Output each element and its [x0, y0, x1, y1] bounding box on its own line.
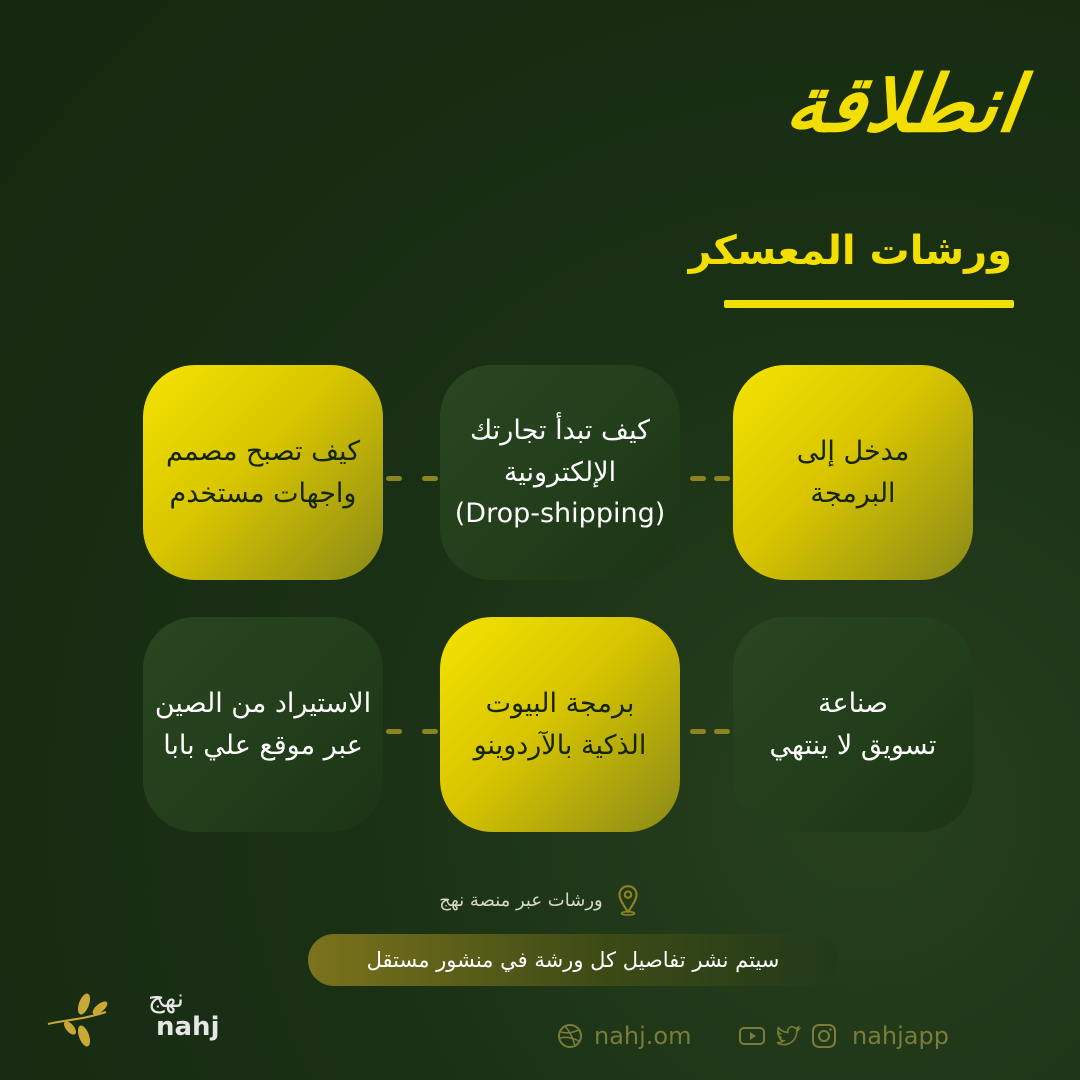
card-line: برمجة البيوت [485, 687, 635, 719]
workshop-card-smart-home [440, 617, 680, 832]
brand-arabic: نهج [148, 984, 185, 1014]
connector-dash [714, 729, 730, 734]
connector-dash [690, 729, 706, 734]
footer-website[interactable] [556, 1022, 692, 1050]
card-line: مدخل إلى [796, 435, 910, 467]
footer-socials [738, 1022, 949, 1050]
workshop-card-ecommerce [440, 365, 680, 580]
location-row [0, 884, 1080, 916]
connector-dash [422, 476, 438, 481]
card-line: الذكية بالآردوينو [473, 729, 647, 761]
location-pin-icon [615, 884, 641, 916]
social-handle[interactable]: nahjapp [852, 1022, 949, 1050]
logo-text: انطلاقة [780, 60, 1027, 150]
campaign-logo [780, 60, 1027, 180]
notice-text: سيتم نشر تفاصيل كل ورشة في منشور مستقل [366, 948, 780, 972]
card-line: كيف تصبح مصمم [165, 435, 361, 467]
connector-dash [690, 476, 706, 481]
card-line: (Drop-shipping) [454, 498, 666, 530]
instagram-icon[interactable] [810, 1022, 838, 1050]
nahj-logo [44, 984, 220, 1060]
card-line: الاستيراد من الصين [154, 687, 372, 719]
location-text: ورشات عبر منصة نهج [439, 889, 603, 911]
dribbble-icon [556, 1022, 584, 1050]
connector-dash [422, 729, 438, 734]
website-text: nahj.om [594, 1022, 692, 1050]
title-underline [724, 300, 1014, 308]
notice-banner [308, 934, 838, 986]
connector-dash [386, 476, 402, 481]
twitter-icon[interactable] [774, 1022, 802, 1050]
section-title: ورشات المعسكر [688, 228, 1012, 274]
connector-dash [386, 729, 402, 734]
card-line: كيف تبدأ تجارتك [470, 414, 650, 446]
connector-dash [714, 476, 730, 481]
workshop-card-marketing [733, 617, 973, 832]
workshop-card-ui-design [143, 365, 383, 580]
card-line: واجهات مستخدم [169, 477, 357, 509]
card-line: صناعة [818, 687, 888, 719]
card-line: تسويق لا ينتهي [769, 729, 937, 761]
workshop-card-import-china [143, 617, 383, 832]
card-line: عبر موقع علي بابا [163, 729, 363, 761]
workshop-card-intro-programming [733, 365, 973, 580]
card-line: البرمجة [810, 477, 896, 509]
leaf-branch-icon [44, 990, 114, 1050]
youtube-icon[interactable] [738, 1022, 766, 1050]
card-line: الإلكترونية [503, 456, 617, 488]
brand-latin: nahj [156, 1012, 220, 1042]
